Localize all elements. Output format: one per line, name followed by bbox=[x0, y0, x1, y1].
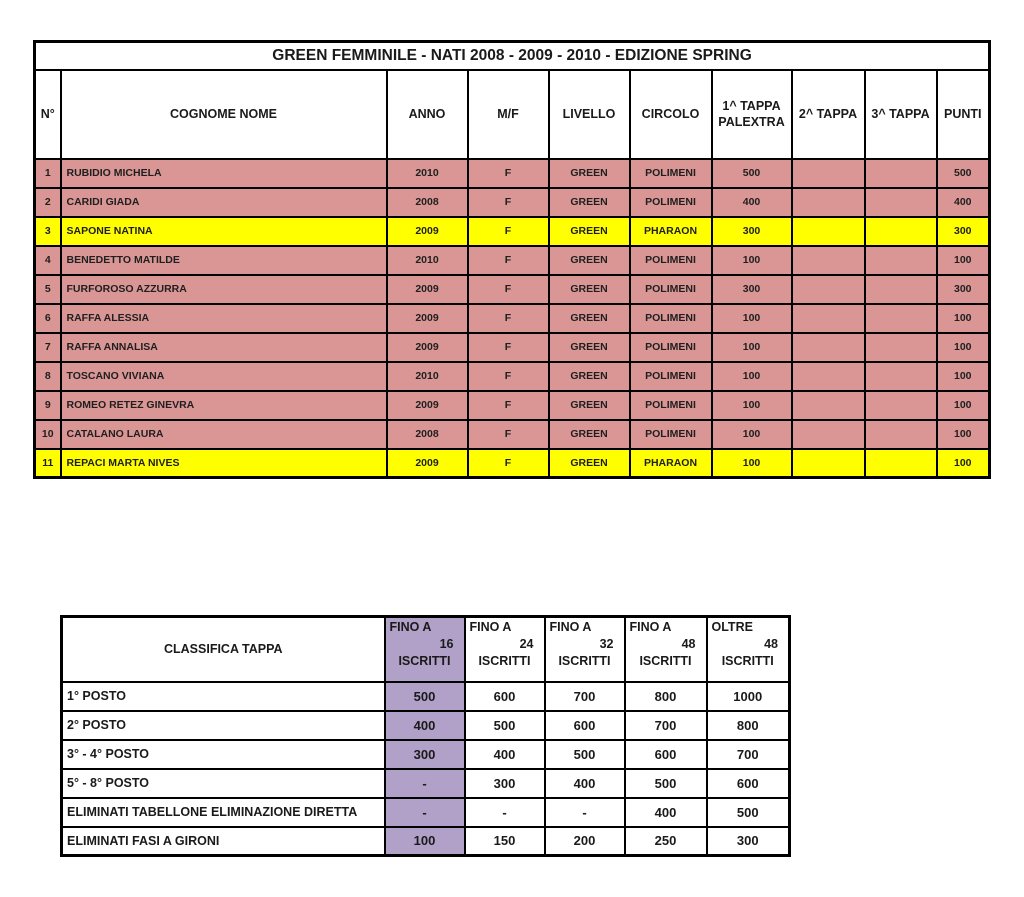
mf-cell: F bbox=[468, 188, 549, 217]
punti-cell: 100 bbox=[937, 246, 990, 275]
tappa1-cell: 100 bbox=[712, 449, 792, 478]
ranking-row bbox=[35, 362, 990, 391]
points-value-cell: 800 bbox=[707, 711, 790, 740]
circolo-cell: POLIMENI bbox=[630, 246, 712, 275]
anno-cell: 2008 bbox=[387, 420, 468, 449]
points-value-cell: 300 bbox=[385, 740, 465, 769]
fino-a-label: FINO A bbox=[389, 620, 432, 634]
punti-cell: 100 bbox=[937, 333, 990, 362]
tappa1-cell: 100 bbox=[712, 333, 792, 362]
fino-a-label: FINO A bbox=[629, 620, 672, 634]
iscritti-label: ISCRITTI bbox=[639, 654, 692, 668]
points-value-cell: 500 bbox=[625, 769, 707, 798]
ranking-row bbox=[35, 246, 990, 275]
col-header-tappa2: 2^ TAPPA bbox=[792, 70, 865, 159]
livello-cell: GREEN bbox=[549, 449, 630, 478]
tappa2-cell bbox=[792, 391, 865, 420]
mf-cell: F bbox=[468, 275, 549, 304]
points-row bbox=[62, 740, 790, 769]
tappa1-cell: 100 bbox=[712, 362, 792, 391]
mf-cell: F bbox=[468, 217, 549, 246]
mf-cell: F bbox=[468, 449, 549, 478]
mf-cell: F bbox=[468, 304, 549, 333]
tappa3-cell bbox=[865, 362, 937, 391]
tappa1-cell: 300 bbox=[712, 275, 792, 304]
fino-a-label: FINO A bbox=[549, 620, 592, 634]
cognome-nome-cell: TOSCANO VIVIANA bbox=[61, 362, 387, 391]
oltre-label: OLTRE bbox=[711, 620, 753, 634]
points-row-label: 2° POSTO bbox=[62, 711, 385, 740]
col-header-fino-24-iscritti bbox=[465, 617, 545, 682]
points-value-cell: - bbox=[465, 798, 545, 827]
points-value-cell: 600 bbox=[625, 740, 707, 769]
points-value-cell: 500 bbox=[545, 740, 625, 769]
points-table bbox=[60, 615, 791, 857]
ranking-row bbox=[35, 275, 990, 304]
points-value-cell: 400 bbox=[385, 711, 465, 740]
points-row bbox=[62, 769, 790, 798]
iscritti-count: 16 bbox=[439, 637, 454, 651]
points-value-cell: 700 bbox=[707, 740, 790, 769]
points-table-body bbox=[62, 617, 790, 856]
tappa3-cell bbox=[865, 217, 937, 246]
row-number-cell: 6 bbox=[35, 304, 61, 333]
tappa2-cell bbox=[792, 304, 865, 333]
points-row-label: 5° - 8° POSTO bbox=[62, 769, 385, 798]
tappa1-cell: 100 bbox=[712, 420, 792, 449]
col-header-punti: PUNTI bbox=[937, 70, 990, 159]
tappa1-cell: 100 bbox=[712, 304, 792, 333]
points-value-cell: 400 bbox=[465, 740, 545, 769]
points-value-cell: 150 bbox=[465, 827, 545, 856]
row-number-cell: 2 bbox=[35, 188, 61, 217]
ranking-title-row bbox=[35, 42, 990, 70]
punti-cell: 300 bbox=[937, 275, 990, 304]
points-value-cell: 500 bbox=[465, 711, 545, 740]
iscritti-count: 24 bbox=[519, 637, 534, 651]
mf-cell: F bbox=[468, 159, 549, 188]
punti-cell: 100 bbox=[937, 449, 990, 478]
points-row-label: ELIMINATI TABELLONE ELIMINAZIONE DIRETTA bbox=[62, 798, 385, 827]
tappa1-cell: 100 bbox=[712, 246, 792, 275]
ranking-table-title: GREEN FEMMINILE - NATI 2008 - 2009 - 2010 - EDIZIONE SPRING bbox=[35, 42, 990, 70]
livello-cell: GREEN bbox=[549, 159, 630, 188]
iscritti-count: 32 bbox=[599, 637, 614, 651]
iscritti-label: ISCRITTI bbox=[398, 654, 451, 668]
points-table-title: CLASSIFICA TAPPA bbox=[62, 617, 385, 682]
points-value-cell: 300 bbox=[707, 827, 790, 856]
punti-cell: 100 bbox=[937, 304, 990, 333]
anno-cell: 2010 bbox=[387, 159, 468, 188]
ranking-row bbox=[35, 304, 990, 333]
col-header-oltre-48-iscritti bbox=[707, 617, 790, 682]
row-number-cell: 11 bbox=[35, 449, 61, 478]
tappa1-cell: 500 bbox=[712, 159, 792, 188]
points-value-cell: 500 bbox=[385, 682, 465, 711]
tappa3-cell bbox=[865, 246, 937, 275]
tappa2-cell bbox=[792, 188, 865, 217]
points-row-label: 3° - 4° POSTO bbox=[62, 740, 385, 769]
circolo-cell: POLIMENI bbox=[630, 420, 712, 449]
cognome-nome-cell: ROMEO RETEZ GINEVRA bbox=[61, 391, 387, 420]
tappa2-cell bbox=[792, 420, 865, 449]
col-header-livello: LIVELLO bbox=[549, 70, 630, 159]
ranking-table bbox=[33, 40, 991, 479]
iscritti-count: 48 bbox=[681, 637, 696, 651]
points-value-cell: 700 bbox=[545, 682, 625, 711]
cognome-nome-cell: SAPONE NATINA bbox=[61, 217, 387, 246]
punti-cell: 500 bbox=[937, 159, 990, 188]
points-value-cell: 100 bbox=[385, 827, 465, 856]
tappa3-cell bbox=[865, 391, 937, 420]
points-value-cell: 1000 bbox=[707, 682, 790, 711]
points-value-cell: 600 bbox=[707, 769, 790, 798]
cognome-nome-cell: RAFFA ALESSIA bbox=[61, 304, 387, 333]
mf-cell: F bbox=[468, 333, 549, 362]
anno-cell: 2009 bbox=[387, 333, 468, 362]
col-header-circolo: CIRCOLO bbox=[630, 70, 712, 159]
tappa3-cell bbox=[865, 304, 937, 333]
circolo-cell: PHARAON bbox=[630, 449, 712, 478]
punti-cell: 300 bbox=[937, 217, 990, 246]
points-value-cell: 400 bbox=[625, 798, 707, 827]
points-row-label: ELIMINATI FASI A GIRONI bbox=[62, 827, 385, 856]
cognome-nome-cell: BENEDETTO MATILDE bbox=[61, 246, 387, 275]
mf-cell: F bbox=[468, 362, 549, 391]
circolo-cell: PHARAON bbox=[630, 217, 712, 246]
livello-cell: GREEN bbox=[549, 391, 630, 420]
tappa3-cell bbox=[865, 449, 937, 478]
punti-cell: 100 bbox=[937, 362, 990, 391]
anno-cell: 2010 bbox=[387, 362, 468, 391]
col-header-fino-16-iscritti bbox=[385, 617, 465, 682]
points-row-label: 1° POSTO bbox=[62, 682, 385, 711]
row-number-cell: 4 bbox=[35, 246, 61, 275]
livello-cell: GREEN bbox=[549, 420, 630, 449]
livello-cell: GREEN bbox=[549, 217, 630, 246]
tappa1-cell: 400 bbox=[712, 188, 792, 217]
ranking-row bbox=[35, 391, 990, 420]
mf-cell: F bbox=[468, 391, 549, 420]
anno-cell: 2009 bbox=[387, 275, 468, 304]
points-row bbox=[62, 798, 790, 827]
points-value-cell: - bbox=[385, 769, 465, 798]
iscritti-label: ISCRITTI bbox=[721, 654, 774, 668]
punti-cell: 400 bbox=[937, 188, 990, 217]
tappa3-cell bbox=[865, 333, 937, 362]
punti-cell: 100 bbox=[937, 420, 990, 449]
cognome-nome-cell: FURFOROSO AZZURRA bbox=[61, 275, 387, 304]
points-value-cell: 250 bbox=[625, 827, 707, 856]
tappa3-cell bbox=[865, 159, 937, 188]
circolo-cell: POLIMENI bbox=[630, 275, 712, 304]
tappa2-cell bbox=[792, 362, 865, 391]
points-value-cell: 800 bbox=[625, 682, 707, 711]
points-value-cell: 200 bbox=[545, 827, 625, 856]
circolo-cell: POLIMENI bbox=[630, 304, 712, 333]
col-header-numero: N° bbox=[35, 70, 61, 159]
iscritti-count: 48 bbox=[764, 637, 778, 651]
anno-cell: 2009 bbox=[387, 217, 468, 246]
livello-cell: GREEN bbox=[549, 188, 630, 217]
col-header-tappa3: 3^ TAPPA bbox=[865, 70, 937, 159]
circolo-cell: POLIMENI bbox=[630, 333, 712, 362]
anno-cell: 2010 bbox=[387, 246, 468, 275]
ranking-row bbox=[35, 333, 990, 362]
cognome-nome-cell: CARIDI GIADA bbox=[61, 188, 387, 217]
livello-cell: GREEN bbox=[549, 362, 630, 391]
circolo-cell: POLIMENI bbox=[630, 188, 712, 217]
circolo-cell: POLIMENI bbox=[630, 362, 712, 391]
points-value-cell: 700 bbox=[625, 711, 707, 740]
points-value-cell: 600 bbox=[545, 711, 625, 740]
mf-cell: F bbox=[468, 246, 549, 275]
ranking-row bbox=[35, 188, 990, 217]
points-value-cell: - bbox=[545, 798, 625, 827]
tappa3-cell bbox=[865, 420, 937, 449]
col-header-tappa1-palextra: 1^ TAPPA PALEXTRA bbox=[712, 70, 792, 159]
ranking-table-body bbox=[35, 42, 990, 478]
points-row bbox=[62, 711, 790, 740]
tappa2-cell bbox=[792, 159, 865, 188]
livello-cell: GREEN bbox=[549, 304, 630, 333]
punti-cell: 100 bbox=[937, 391, 990, 420]
points-value-cell: 300 bbox=[465, 769, 545, 798]
anno-cell: 2009 bbox=[387, 391, 468, 420]
anno-cell: 2009 bbox=[387, 304, 468, 333]
row-number-cell: 9 bbox=[35, 391, 61, 420]
tappa3-cell bbox=[865, 275, 937, 304]
circolo-cell: POLIMENI bbox=[630, 159, 712, 188]
cognome-nome-cell: REPACI MARTA NIVES bbox=[61, 449, 387, 478]
col-header-cognome-nome: COGNOME NOME bbox=[61, 70, 387, 159]
row-number-cell: 8 bbox=[35, 362, 61, 391]
anno-cell: 2009 bbox=[387, 449, 468, 478]
ranking-row bbox=[35, 449, 990, 478]
row-number-cell: 1 bbox=[35, 159, 61, 188]
points-value-cell: 500 bbox=[707, 798, 790, 827]
cognome-nome-cell: RUBIDIO MICHELA bbox=[61, 159, 387, 188]
tappa2-cell bbox=[792, 333, 865, 362]
col-header-mf: M/F bbox=[468, 70, 549, 159]
fino-a-label: FINO A bbox=[469, 620, 512, 634]
row-number-cell: 5 bbox=[35, 275, 61, 304]
tappa2-cell bbox=[792, 449, 865, 478]
row-number-cell: 3 bbox=[35, 217, 61, 246]
ranking-row bbox=[35, 159, 990, 188]
anno-cell: 2008 bbox=[387, 188, 468, 217]
livello-cell: GREEN bbox=[549, 246, 630, 275]
tappa2-cell bbox=[792, 275, 865, 304]
row-number-cell: 10 bbox=[35, 420, 61, 449]
ranking-row bbox=[35, 420, 990, 449]
ranking-header-row bbox=[35, 70, 990, 159]
ranking-row bbox=[35, 217, 990, 246]
livello-cell: GREEN bbox=[549, 333, 630, 362]
iscritti-label: ISCRITTI bbox=[558, 654, 611, 668]
cognome-nome-cell: CATALANO LAURA bbox=[61, 420, 387, 449]
tappa1-cell: 100 bbox=[712, 391, 792, 420]
col-header-anno: ANNO bbox=[387, 70, 468, 159]
cognome-nome-cell: RAFFA ANNALISA bbox=[61, 333, 387, 362]
col-header-fino-32-iscritti bbox=[545, 617, 625, 682]
col-header-fino-48-iscritti bbox=[625, 617, 707, 682]
tappa2-cell bbox=[792, 217, 865, 246]
tappa1-cell: 300 bbox=[712, 217, 792, 246]
mf-cell: F bbox=[468, 420, 549, 449]
points-row bbox=[62, 682, 790, 711]
points-header-row bbox=[62, 617, 790, 682]
livello-cell: GREEN bbox=[549, 275, 630, 304]
points-value-cell: 400 bbox=[545, 769, 625, 798]
row-number-cell: 7 bbox=[35, 333, 61, 362]
points-value-cell: 600 bbox=[465, 682, 545, 711]
tappa2-cell bbox=[792, 246, 865, 275]
tappa3-cell bbox=[865, 188, 937, 217]
points-row bbox=[62, 827, 790, 856]
circolo-cell: POLIMENI bbox=[630, 391, 712, 420]
iscritti-label: ISCRITTI bbox=[478, 654, 531, 668]
points-value-cell: - bbox=[385, 798, 465, 827]
